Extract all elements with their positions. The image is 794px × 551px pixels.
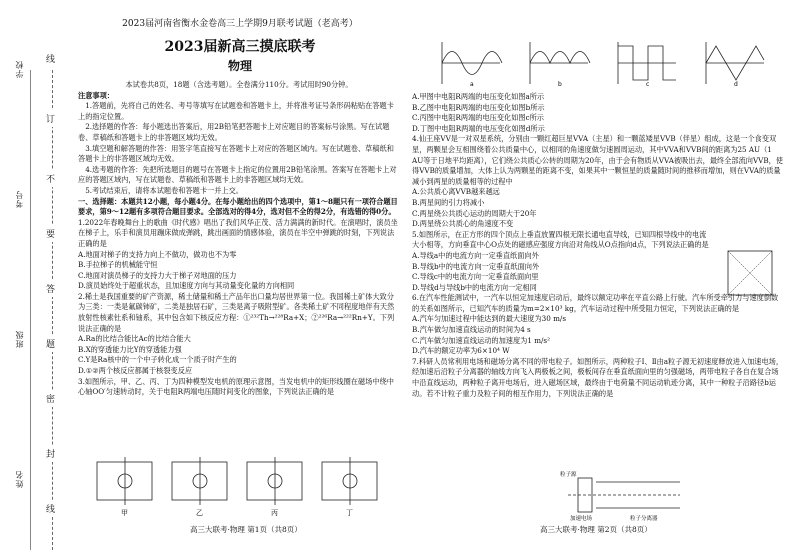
voltage-graphs — [430, 38, 770, 88]
seal-char: 密 — [46, 390, 55, 407]
binding-margin — [0, 30, 70, 530]
school-label: 学校 — [15, 60, 24, 78]
q6-option-a: A.汽车匀加速过程中能达到的最大速度为30 m/s — [412, 314, 567, 324]
question-3-stem: 3.如图所示，甲、乙、丙、丁为四种模型发电机的原理示意图，当发电机中的矩形线圈在磁场中绕中心轴OO′匀速转动时，关于电阻R两端电压随时间变化的图象，下列说法正确的是 — [78, 376, 394, 397]
q3-option-c: C.丙图中电阻R两端的电压变化如图c所示 — [412, 113, 544, 123]
figure-label: 加速电场 — [570, 516, 593, 522]
notice-item: 5.考试结束后，请将本试题卷和答题卡一并上交。 — [85, 185, 243, 195]
figure-label: 丁 — [346, 509, 353, 517]
subject-title: 物理 — [227, 59, 252, 73]
question-2-stem: 2.稀土是我国重要的矿产资源，稀土储量和稀土产品年出口量均居世界第一位。我国稀土矿体大致分为三类：一类是氟碳铈矿，二类是独居石矿，三类是离子吸附型矿。各类稀土矿不同程度地伴有天然放射性核素钍系和铀系，其中包含如下核反应方程：①²³²Th→²²⁸Ra+X；②²²⁶Ra→²²²Rn+Y。下列说法正确的是 — [78, 291, 395, 333]
q4-option-c: C.两星绕公共质心运动的周期大于20年 — [412, 208, 537, 218]
q2-option-d: D.①②两个核反应都属于核裂变反应 — [78, 366, 193, 376]
question-7-stem: 7.科研人员常利用电场和磁场分离不同的带电粒子。如图所示，两种粒子Ⅰ、Ⅱ由a粒子源无初速度释放进入加速电场，经加速后沿粒子分离器的轴线方向飞入两极板之间，极板间存在垂直纸面向里的匀强磁场，两带电粒子各自在复合场中沿直线运动，两种粒子离开电场后，进入磁场区域，最终由于电荷量不同运动轨迹分离，其中一种粒子沿路径b运动。若不计粒子重力及粒子间的相互作用力，下列说法正确的是 — [412, 356, 784, 398]
left-column — [78, 80, 400, 398]
exam-number-label: 考号 — [15, 190, 24, 208]
particle-separator-figure — [560, 468, 690, 522]
q2-option-b: B.X的穿透能力比Y的穿透能力强 — [78, 344, 182, 354]
graph-label: c — [646, 81, 650, 88]
q3-option-d: D.丁图中电阻R两端的电压变化如图d所示 — [412, 123, 545, 133]
q3-option-b: B.乙图中电阻R两端的电压变化如图b所示 — [412, 102, 545, 112]
q4-option-b: B.两星间的引力将减小 — [412, 197, 485, 207]
notice-title: 注意事项： — [78, 90, 114, 100]
q5-option-d: D.导线d与导线b中的电流方向一定相同 — [412, 282, 537, 292]
section-heading: 一、选择题：本题共12小题，每小题4分。在每小题给出的四个选项中，第1～8题只有一项符合题目要求，第9～12题有多项符合题目要求。全部选对的得4分，选对但不全的得2分，有选错的得0分。 — [78, 196, 398, 217]
figure-label: 粒子分离器 — [630, 516, 658, 522]
class-label: 班级 — [15, 330, 24, 348]
generator-figures — [92, 447, 392, 517]
figure-label: 丙 — [271, 509, 278, 517]
graph-label: a — [470, 81, 474, 88]
exam-title: 2023届新高三摸底联考 — [164, 39, 316, 55]
question-1-stem: 1.2022年春晚舞台上的歌曲《时代感》唱出了我们风华正茂、活力满满的新时代。在演唱时，演员坐在梯子上，乐手和演员用蹦床做成弹跳，跳出画面的情感体验，演员在半空中弹跳的时刻，下列说法正确的是 — [78, 217, 398, 248]
q2-option-a: A.Ra的比结合能比Ac的比结合能大 — [78, 334, 191, 344]
q1-option-a: A.地面对梯子的支持力向上不做功，做功也不为零 — [78, 249, 237, 259]
q3-option-a: A.甲图中电阻R两端的电压变化如图a所示 — [412, 92, 545, 101]
seal-char: 线 — [46, 500, 55, 517]
figure-label: 甲 — [121, 509, 128, 517]
footer-right: 高三大联考·物理 第2页（共8页） — [540, 525, 652, 534]
q6-option-d: D.汽车的额定功率为6×10⁴ W — [412, 346, 510, 356]
q1-option-c: C.地面对演员梯子的支持力大于梯子对地面的压力 — [78, 270, 237, 280]
notice-intro: 本试卷共8页，18题（含选考题）。全卷满分110分。考试用时90分钟。 — [125, 80, 353, 89]
notice-item: 3.填空题和解答题的作答：用签字笔直接写在答题卡上对应的答题区域内。写在试题卷、草稿纸和答题卡上的非答题区域均无效。 — [78, 143, 394, 164]
footer-left: 高三大联考·物理 第1页（共8页） — [190, 525, 302, 534]
figure-label: 粒子源 — [560, 472, 577, 478]
question-4-stem: 4.仙王座VV是一对双星系统，分别由一颗红超巨星VVA（主星）和一颗蓝矮星VVB（伴星）组成，这是一个食变双星，两颗星会互相围绕着公共质量中心，以相同的角速度做匀速圆周运动，其中VVA和VVB间的距离为25 AU（1 AU等于日地平均距离），它们绕公共质心公转的周期为20年，由于会有物质从VVA被吸出去，最终全部流向VVB，使得VVB的质量增加，大体上认为两颗星的距离不变，如果其中一颗恒星的质量随时间的推移而增加，则在VVA的质量减小到两星的质量相等的过程中 — [412, 134, 783, 186]
q2-option-c: C.Y是Ra核中的一个中子转化成一个质子时产生的 — [78, 355, 237, 365]
q5-option-c: C.导线c中的电流方向一定垂直纸面向里 — [412, 272, 539, 282]
name-label: 姓名 — [15, 470, 24, 488]
q6-option-c: C.汽车做匀加速直线运动的加速度为1 m/s² — [412, 335, 551, 345]
q1-option-d: D.演员始终处于超重状态，且加速度方向与其动量变化量的方向相同 — [78, 281, 295, 291]
generator-diagram — [97, 457, 377, 505]
seal-char: 封 — [46, 445, 55, 462]
notice-item: 1.答题前，先将自己的姓名、考号等填写在试题卷和答题卡上，并将准考证号条形码粘贴在答题卡上的指定位置。 — [78, 101, 394, 121]
notice-item: 2.选择题的作答：每小题选出答案后，用2B铅笔把答题卡上对应题目的答案标号涂黑。写在试题卷、草稿纸和答题卡上的非答题区域均无效。 — [78, 122, 390, 142]
q6-option-b: B.汽车做匀加速直线运动的时间为4 s — [412, 325, 531, 335]
q4-option-a: A.公共质心离VVB越来越远 — [412, 187, 500, 197]
figure-label: 乙 — [196, 509, 203, 517]
q1-option-b: B.手拉梯子的机械能守恒 — [78, 260, 158, 270]
seal-char: 订 — [46, 110, 55, 127]
seal-char: 要 — [46, 225, 55, 242]
seal-char: 题 — [46, 335, 55, 352]
wire-square-figure — [722, 245, 778, 301]
notice-item: 4.选考题的作答：先把所选题目的题号在答题卡上指定的位置用2B铅笔涂黑。答案写在答题卡上对应的答题区域内，写在试题卷、草稿纸和答题卡上的非答题区域均无效。 — [78, 164, 397, 185]
graph-label: d — [734, 81, 738, 88]
seal-char: 线 — [46, 50, 55, 67]
exam-header: 2023届河南省衡水金卷高三上学期9月联考试题（老高考） — [122, 19, 358, 29]
seal-char: 答 — [46, 280, 55, 297]
seal-char: 不 — [46, 170, 55, 187]
q5-option-a: A.导线a中的电流方向一定垂直纸面向外 — [412, 250, 539, 260]
q4-option-d: D.两星绕公共质心的角速度不变 — [412, 219, 514, 229]
q5-option-b: B.导线b中的电流方向一定垂直纸面向外 — [412, 261, 540, 271]
question-6-stem: 6.在汽车性能测试中，一汽车以恒定加速度启动后，最终以额定功率在平直公路上行驶。汽车所受牵引力与速度倒数的关系如图所示，已知汽车的质量为m=2×10³ kg，汽车运动过程中所受阻力恒定，下列说法正确的是 — [412, 293, 779, 313]
graph-label: b — [558, 81, 562, 88]
question-5-stem: 5.如图所示，在正方形的四个顶点上垂直放置四根无限长通电直导线，已知四根导线中的电流大小相等，方向垂直中心O点处的磁感应强度方向沿对角线从O点指向d点，下列说法正确的是 — [412, 229, 709, 250]
